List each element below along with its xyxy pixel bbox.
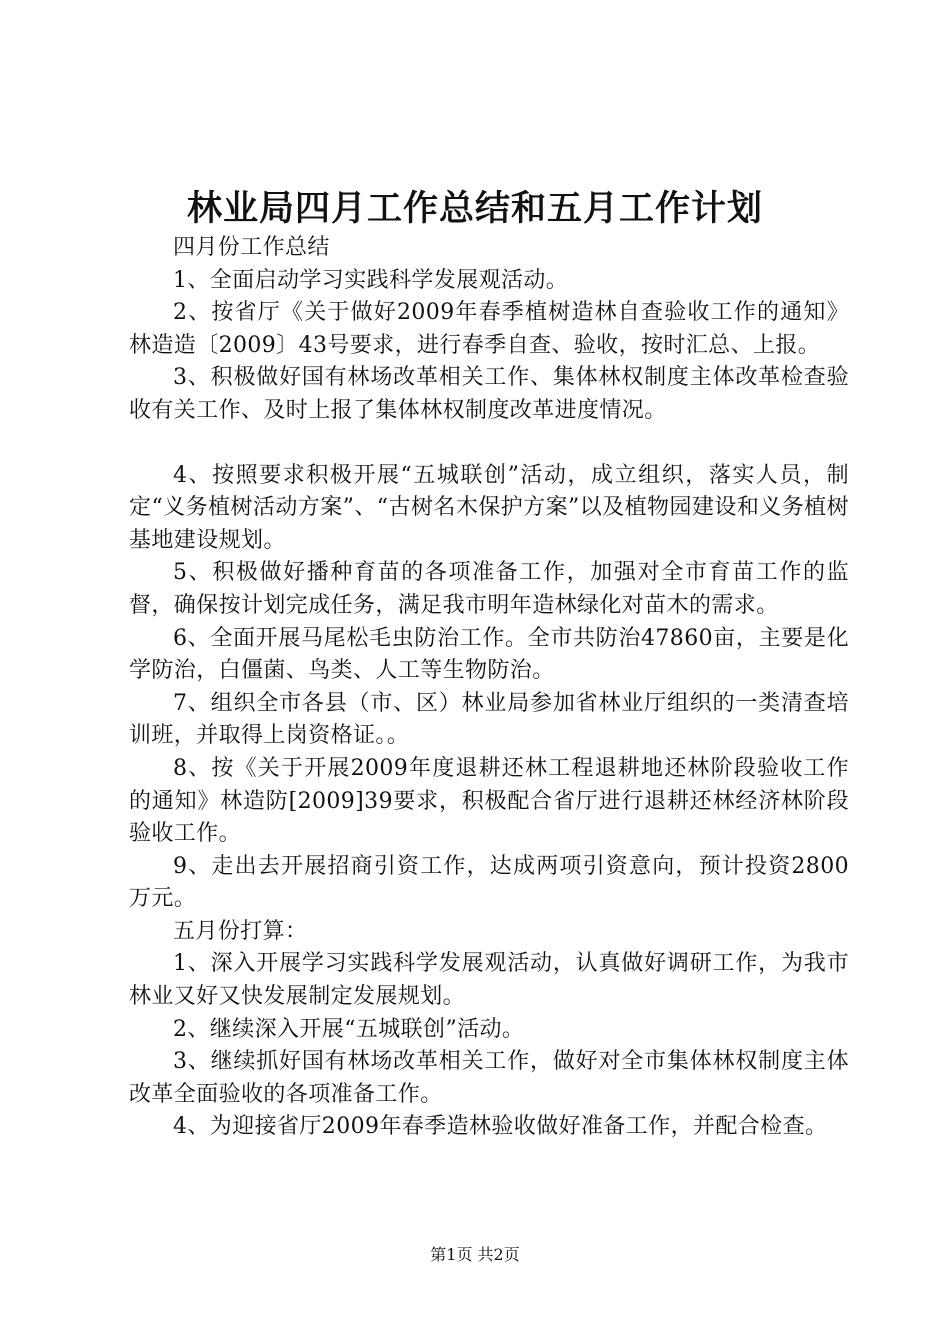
paragraph-april-4: 4、按照要求积极开展“五城联创”活动，成立组织，落实人员，制定“义务植树活动方案”、“古树名木保护方案”以及植物园建设和义务植树基地建设规划。 [129,462,849,553]
paragraph-april-6: 6、全面开展马尾松毛虫防治工作。全市共防治47860亩，主要是化学防治，白僵菌、鸟类、人工等生物防治。 [129,625,849,684]
document-body [129,232,849,1144]
paragraph-april-2: 2、按省厅《关于做好2009年春季植树造林自查验收工作的通知》林造造〔2009〕43号要求，进行春季自查、验收，按时汇总、上报。 [129,300,849,358]
paragraph-may-2: 2、继续深入开展“五城联创”活动。 [173,1016,525,1042]
paragraph-may-4: 4、为迎接省厅2009年春季造林验收做好准备工作，并配合检查。 [173,1114,828,1140]
paragraph-may-3: 3、继续抓好国有林场改革相关工作，做好对全市集体林权制度主体改革全面验收的各项准备工作。 [129,1049,849,1107]
document-title: 林业局四月工作总结和五月工作计划 [186,188,763,229]
paragraph-may-1: 1、深入开展学习实践科学发展观活动，认真做好调研工作，为我市林业又好又快发展制定发展规划。 [129,951,849,1010]
paragraph-april-9: 9、走出去开展招商引资工作，达成两项引资意向，预计投资2800万元。 [129,853,849,912]
paragraph-april-1: 1、全面启动学习实践科学发展观活动。 [173,267,569,293]
page-number: 第1页 共2页 [430,1245,520,1264]
section-heading-april: 四月份工作总结 [173,235,330,260]
paragraph-april-3: 3、积极做好国有林场改革相关工作、集体林权制度主体改革检查验收有关工作、及时上报了集体林权制度改革进度情况。 [129,365,849,423]
section-heading-may: 五月份打算： [173,918,308,944]
paragraph-april-5: 5、积极做好播种育苗的各项准备工作，加强对全市育苗工作的监督，确保按计划完成任务，满足我市明年造林绿化对苗木的需求。 [129,560,849,618]
paragraph-april-8: 8、按《关于开展2009年度退耕还林工程退耕地还林阶段验收工作的通知》林造防[2009]39要求，积极配合省厅进行退耕还林经济林阶段验收工作。 [129,755,849,847]
paragraph-april-7: 7、组织全市各县（市、区）林业局参加省林业厅组织的一类清查培训班，并取得上岗资格证。。 [129,690,849,749]
